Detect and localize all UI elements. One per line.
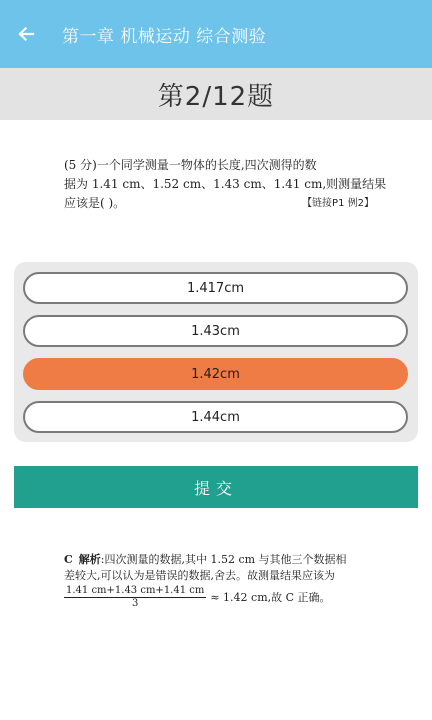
option-a[interactable]: 1.417cm xyxy=(23,272,408,304)
option-b[interactable]: 1.43cm xyxy=(23,315,408,347)
question-number: 第2/12题 xyxy=(157,81,275,112)
option-c[interactable]: 1.42cm xyxy=(23,358,408,390)
arrow-left-icon xyxy=(16,24,36,44)
reference-link: 【链接P1 例2】 xyxy=(302,198,374,209)
explanation-line xyxy=(64,552,364,568)
question-number-bar xyxy=(0,68,432,120)
explanation-line: 差较大,可以认为是错误的数据,舍去。故测量结果应该为 xyxy=(64,569,335,582)
question-line xyxy=(64,194,374,213)
question-line: 据为 1.41 cm、1.52 cm、1.43 cm、1.41 cm,则测量结果 xyxy=(64,177,387,191)
options-panel xyxy=(14,262,418,442)
explanation-formula xyxy=(64,585,364,610)
explanation xyxy=(64,552,364,610)
back-button[interactable] xyxy=(0,0,52,68)
fraction xyxy=(64,585,206,610)
fraction-denominator: 3 xyxy=(131,598,139,609)
fraction-numerator: 1.41 cm+1.43 cm+1.41 cm xyxy=(66,585,205,596)
page-title: 第一章 机械运动 综合测验 xyxy=(62,26,267,47)
explanation-heading: 解析 xyxy=(78,553,101,566)
question-line: (5 分)一个同学测量一物体的长度,四次测得的数 xyxy=(64,158,317,172)
submit-button[interactable]: 提交 xyxy=(14,466,418,508)
formula-result: ≈ 1.42 cm,故 C 正确。 xyxy=(210,590,331,604)
answer-letter: C xyxy=(64,553,73,566)
option-d[interactable]: 1.44cm xyxy=(23,401,408,433)
explanation-text: :四次测量的数据,其中 1.52 cm 与其他三个数据相 xyxy=(100,553,347,566)
question-line-text: 应该是( )。 xyxy=(64,196,126,210)
question-text xyxy=(64,156,387,213)
app-bar xyxy=(0,0,432,68)
